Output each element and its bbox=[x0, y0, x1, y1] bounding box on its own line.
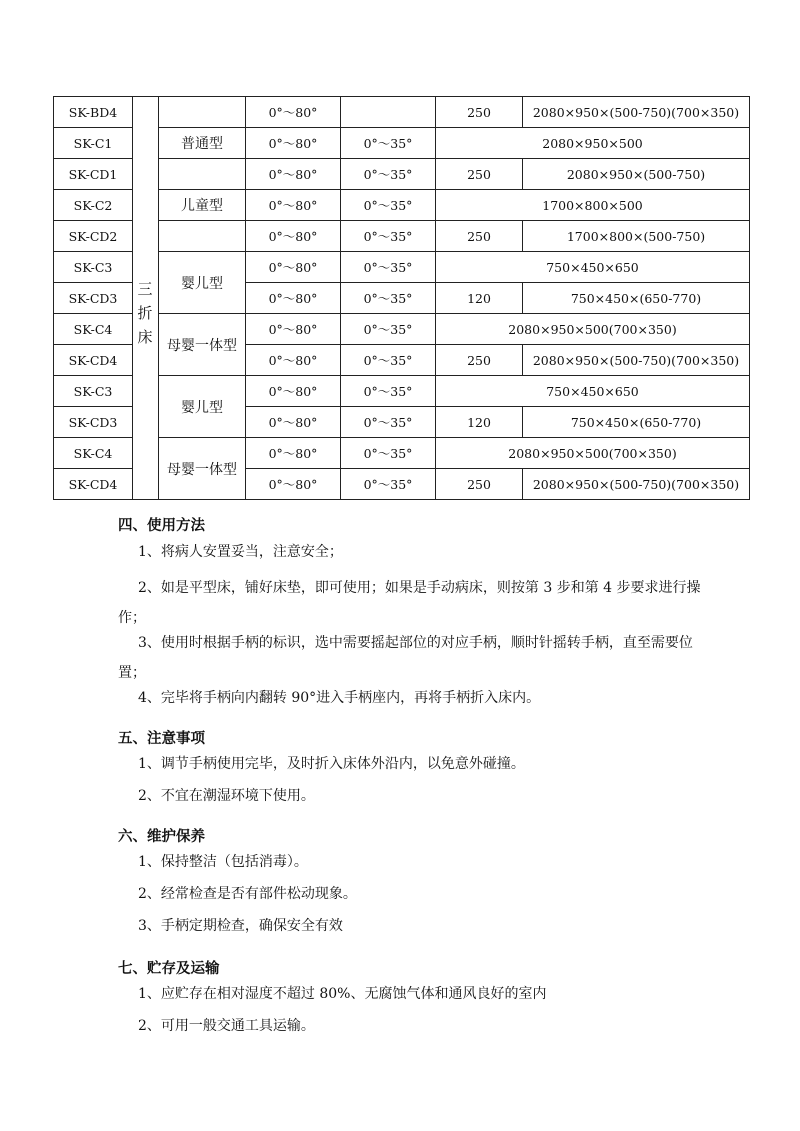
angle1-cell: 0°～80° bbox=[246, 376, 341, 407]
load-cell: 120 bbox=[436, 407, 523, 438]
model-cell: SK-CD3 bbox=[54, 407, 133, 438]
angle1-cell: 0°～80° bbox=[246, 128, 341, 159]
size-cell: 2080×950×500 bbox=[436, 128, 750, 159]
angle1-cell: 0°～80° bbox=[246, 469, 341, 500]
section-title-maintenance: 六、维护保养 bbox=[118, 829, 205, 845]
usage-item-2: 2、如是平型床，铺好床垫，即可使用；如果是手动病床，则按第 3 步和第 4 步要求进行操作； bbox=[118, 580, 701, 626]
load-cell: 250 bbox=[436, 469, 523, 500]
angle1-cell: 0°～80° bbox=[246, 190, 341, 221]
storage-item-1: 1、应贮存在相对湿度不超过 80%、无腐蚀气体和通风良好的室内 bbox=[138, 986, 547, 1002]
size-cell: 2080×950×(500-750) bbox=[523, 159, 750, 190]
angle2-cell: 0°～35° bbox=[341, 407, 436, 438]
angle2-cell: 0°～35° bbox=[341, 159, 436, 190]
angle2-cell: 0°～35° bbox=[341, 190, 436, 221]
size-cell: 2080×950×500(700×350) bbox=[436, 314, 750, 345]
type-cell: 母婴一体型 bbox=[159, 438, 246, 500]
table-row bbox=[54, 159, 750, 190]
usage-item-4: 4、完毕将手柄向内翻转 90°进入手柄座内，再将手柄折入床内。 bbox=[138, 690, 541, 706]
size-cell: 750×450×650 bbox=[436, 252, 750, 283]
model-cell: SK-C1 bbox=[54, 128, 133, 159]
group-label-text: 三折床 bbox=[137, 280, 153, 346]
angle2-cell bbox=[341, 97, 436, 128]
type-cell: 普通型 bbox=[159, 128, 246, 159]
section-title-notes: 五、注意事项 bbox=[118, 731, 205, 747]
load-cell: 120 bbox=[436, 283, 523, 314]
group-label bbox=[132, 277, 158, 349]
angle2-cell: 0°～35° bbox=[341, 314, 436, 345]
size-cell: 1700×800×(500-750) bbox=[523, 221, 750, 252]
angle1-cell: 0°～80° bbox=[246, 159, 341, 190]
model-cell: SK-C4 bbox=[54, 314, 133, 345]
size-cell: 2080×950×(500-750)(700×350) bbox=[523, 345, 750, 376]
load-cell: 250 bbox=[436, 159, 523, 190]
table-row bbox=[54, 376, 750, 407]
angle1-cell: 0°～80° bbox=[246, 407, 341, 438]
usage-item-3: 3、使用时根据手柄的标识，选中需要摇起部位的对应手柄，顺时针摇转手柄，直至需要位置； bbox=[118, 635, 693, 681]
angle2-cell: 0°～35° bbox=[341, 128, 436, 159]
angle2-cell: 0°～35° bbox=[341, 221, 436, 252]
angle2-cell: 0°～35° bbox=[341, 376, 436, 407]
section-title-storage: 七、贮存及运输 bbox=[118, 961, 220, 977]
model-cell: SK-C2 bbox=[54, 190, 133, 221]
size-cell: 750×450×650 bbox=[436, 376, 750, 407]
notes-item-1: 1、调节手柄使用完毕，及时折入床体外沿内，以免意外碰撞。 bbox=[138, 756, 525, 772]
table-row bbox=[54, 438, 750, 469]
storage-item-2: 2、可用一般交通工具运输。 bbox=[138, 1018, 315, 1034]
angle1-cell: 0°～80° bbox=[246, 221, 341, 252]
size-cell: 750×450×(650-770) bbox=[523, 283, 750, 314]
table-row bbox=[54, 221, 750, 252]
angle1-cell: 0°～80° bbox=[246, 252, 341, 283]
size-cell: 2080×950×(500-750)(700×350) bbox=[523, 97, 750, 128]
model-cell: SK-C4 bbox=[54, 438, 133, 469]
angle2-cell: 0°～35° bbox=[341, 438, 436, 469]
maintenance-item-2: 2、经常检查是否有部件松动现象。 bbox=[138, 886, 357, 902]
angle1-cell: 0°～80° bbox=[246, 345, 341, 376]
type-cell: 婴儿型 bbox=[159, 376, 246, 438]
table-row bbox=[54, 128, 750, 159]
type-cell bbox=[159, 97, 246, 128]
angle1-cell: 0°～80° bbox=[246, 314, 341, 345]
model-cell: SK-CD2 bbox=[54, 221, 133, 252]
angle1-cell: 0°～80° bbox=[246, 438, 341, 469]
model-cell: SK-C3 bbox=[54, 376, 133, 407]
load-cell: 250 bbox=[436, 221, 523, 252]
angle1-cell: 0°～80° bbox=[246, 283, 341, 314]
size-cell: 750×450×(650-770) bbox=[523, 407, 750, 438]
angle2-cell: 0°～35° bbox=[341, 469, 436, 500]
type-cell: 母婴一体型 bbox=[159, 314, 246, 376]
maintenance-item-3: 3、手柄定期检查，确保安全有效 bbox=[138, 918, 343, 934]
model-cell: SK-CD4 bbox=[54, 345, 133, 376]
size-cell: 2080×950×(500-750)(700×350) bbox=[523, 469, 750, 500]
size-cell: 1700×800×500 bbox=[436, 190, 750, 221]
model-cell: SK-CD4 bbox=[54, 469, 133, 500]
load-cell: 250 bbox=[436, 345, 523, 376]
model-cell: SK-BD4 bbox=[54, 97, 133, 128]
model-cell: SK-CD3 bbox=[54, 283, 133, 314]
angle2-cell: 0°～35° bbox=[341, 345, 436, 376]
angle2-cell: 0°～35° bbox=[341, 252, 436, 283]
notes-item-2: 2、不宜在潮湿环境下使用。 bbox=[138, 788, 315, 804]
maintenance-item-1: 1、保持整洁（包括消毒）。 bbox=[138, 854, 308, 870]
angle2-cell: 0°～35° bbox=[341, 283, 436, 314]
type-cell bbox=[159, 221, 246, 252]
table-row bbox=[54, 190, 750, 221]
load-cell: 250 bbox=[436, 97, 523, 128]
model-cell: SK-CD1 bbox=[54, 159, 133, 190]
type-cell: 儿童型 bbox=[159, 190, 246, 221]
table-row bbox=[54, 97, 750, 128]
usage-item-1: 1、将病人安置妥当，注意安全； bbox=[138, 544, 343, 560]
type-cell bbox=[159, 159, 246, 190]
section-title-usage: 四、使用方法 bbox=[118, 518, 205, 534]
size-cell: 2080×950×500(700×350) bbox=[436, 438, 750, 469]
model-cell: SK-C3 bbox=[54, 252, 133, 283]
type-cell: 婴儿型 bbox=[159, 252, 246, 314]
angle1-cell: 0°～80° bbox=[246, 97, 341, 128]
